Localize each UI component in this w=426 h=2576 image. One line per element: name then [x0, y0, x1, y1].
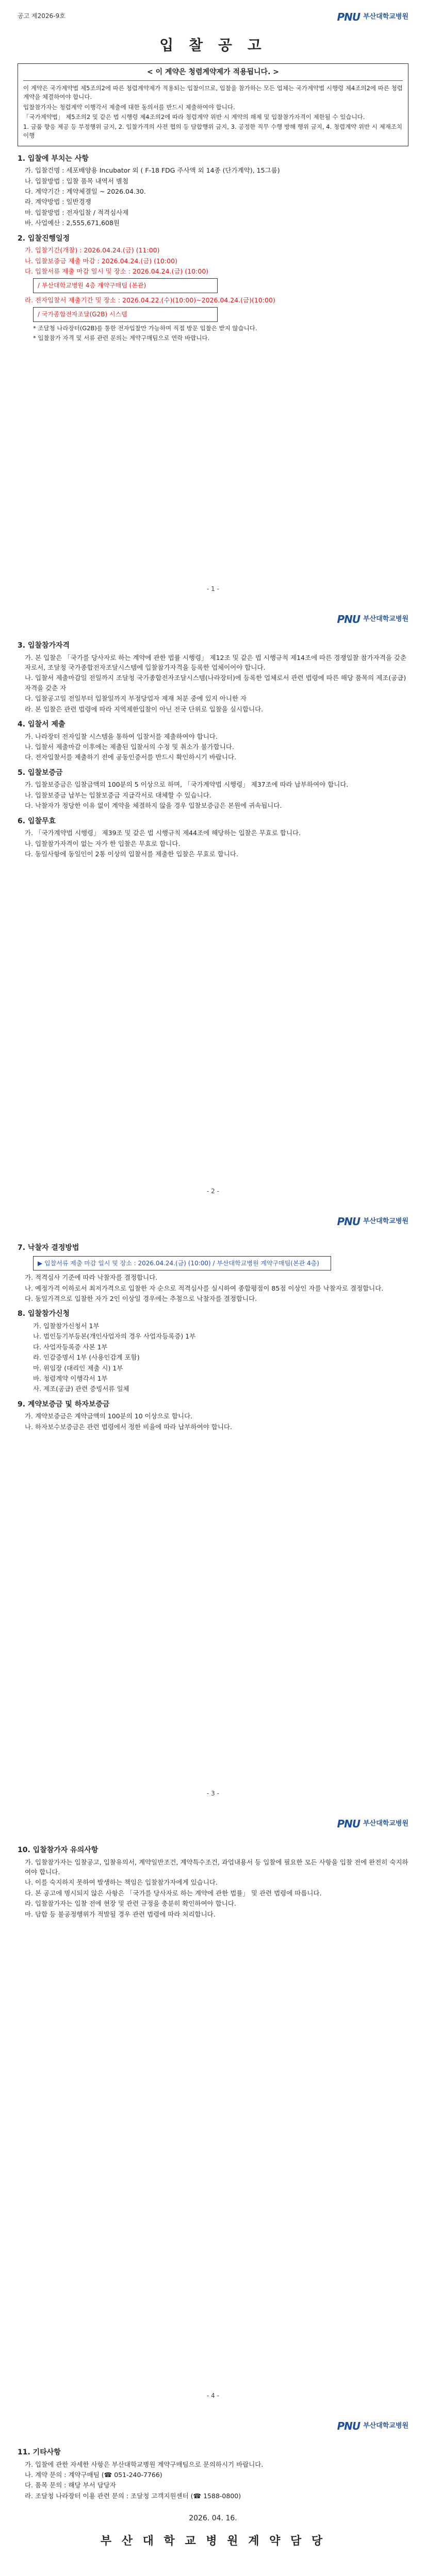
deadline-box: ▶ 입찰서류 제출 마감 일시 및 장소 : 2026.04.24.(금) (10:00) / 부산대학교병원 계약구매팀(본관 4층) — [33, 1256, 331, 1271]
page-header — [18, 1816, 408, 1840]
notice-line: 1. 금품 향응 제공 등 부정행위 금지, 2. 입찰가격의 사전 협의 등 담합행위 금지, 3. 공정한 직무 수행 방해 행위 금지, 4. 청렴계약 위반 시 제재조치 이행 — [23, 123, 403, 140]
section-item: 라. 본 입찰은 관련 법령에 따라 지역제한입찰이 아닌 전국 단위로 입찰을 실시합니다. — [25, 705, 264, 713]
section-heading: 9. 계약보증금 및 하자보증금 — [18, 1400, 110, 1409]
section-heading: 8. 입찰참가신청 — [18, 1310, 70, 1318]
section-heading: 7. 낙찰자 결정방법 — [18, 1244, 79, 1252]
section-item: 라. 계약방법 : 일반경쟁 — [25, 198, 91, 206]
page-number: - 3 - — [207, 1790, 219, 1798]
section-item: 다. 낙찰자가 정당한 이유 없이 계약을 체결하지 않을 경우 입찰보증금은 본원에 귀속됩니다. — [25, 802, 282, 810]
section-item: 나. 입찰서 제출마감일 전일까지 조달청 국가종합전자조달시스템(나라장터)에 등록한 업체로서 관련 법령에 따른 해당 품목의 제조(공급) 자격을 갖춘 자 — [25, 674, 406, 692]
page-5 — [0, 2409, 426, 2576]
page-4 — [0, 1807, 426, 2409]
schedule-note: * 조달청 나라장터(G2B)를 통한 전자입찰만 가능하며 직접 방문 입찰은 받지 않습니다. — [33, 324, 257, 332]
schedule-location-box: / 국가종합전자조달(G2B) 시스템 — [33, 307, 218, 322]
page-number: - 1 - — [207, 585, 219, 593]
section-heading: 2. 입찰진행일정 — [18, 234, 70, 243]
section-item: 바. 사업예산 : 2,555,671,608원 — [25, 219, 120, 227]
page-title: 입 찰 공 고 — [159, 37, 267, 54]
page-3 — [0, 1205, 426, 1807]
page-header — [18, 9, 408, 33]
section-item: 라. 입찰참가자는 입찰 전에 현장 및 관련 규정을 충분히 확인하여야 합니다. — [25, 1900, 236, 1908]
document-item: 라. 인감증명서 1부 (사용인감계 포함) — [33, 1353, 140, 1362]
section-item: 가. 계약보증금은 계약금액의 100분의 10 이상으로 합니다. — [25, 1412, 193, 1420]
section-item: 가. 입찰에 관한 자세한 사항은 부산대학교병원 계약구매팀으로 문의하시기 바랍니다. — [25, 2460, 264, 2468]
logo-text: 부산대학교병원 — [363, 1217, 408, 1226]
document-item: 마. 위임장 (대리인 제출 시) 1부 — [33, 1364, 123, 1372]
section-item: 나. 입찰방법 : 입찰 품목 내역서 별첨 — [25, 177, 129, 185]
document-item: 가. 입찰참가신청서 1부 — [33, 1322, 100, 1330]
section-item: 나. 계약 문의 : 계약구매팀 (☎ 051-240-7766) — [25, 2471, 162, 2479]
schedule-note: * 입찰참가 자격 및 서류 관련 문의는 계약구매팀으로 연락 바랍니다. — [33, 334, 210, 342]
section-item: 나. 입찰보증금 납부는 입찰보증금 지급각서로 대체할 수 있습니다. — [25, 791, 211, 799]
document-item: 다. 사업자등록증 사본 1부 — [33, 1343, 108, 1351]
section-heading: 11. 기타사항 — [18, 2448, 61, 2456]
section-item: 마. 입찰방법 : 전자입찰 / 적격심사제 — [25, 208, 129, 216]
section-item: 다. 품목 문의 : 해당 부서 담당자 — [25, 2481, 116, 2489]
announcement-date: 2026. 04. 16. — [189, 2514, 237, 2523]
section-item: 다. 동일가격으로 입찰한 자가 2인 이상일 경우에는 추첨으로 낙찰자를 결정합니다. — [25, 1295, 257, 1303]
hospital-logo — [337, 1816, 408, 1832]
section-item: 가. 입찰건명 : 세포배양용 Incubator 외 ( F-18 FDG 주사액 외 14종 (단가계약), 15그룹) — [25, 166, 280, 175]
section-item: 라. 조달청 나라장터 이용 관련 문의 : 조달청 고객지원센터 (☎ 1588-0800) — [25, 2492, 241, 2500]
notice-line: 입찰참가자는 청렴계약 이행각서 제출에 대한 동의서를 반드시 제출하여야 합니다. — [23, 103, 235, 111]
section-item: 나. 입찰서 제출마감 이후에는 제출된 입찰서의 수정 및 취소가 불가합니다. — [25, 743, 234, 751]
schedule-item: 라. 전자입찰서 제출기간 및 장소 : 2026.04.22.(수)(10:00)~2026.04.24.(금)(10:00) — [25, 296, 275, 304]
section-item: 다. 입찰공고일 전일부터 입찰일까지 부정당업자 제재 처분 중에 있지 아니한 자 — [25, 694, 247, 703]
section-item: 가. 나라장터 전자입찰 시스템을 통하여 입찰서를 제출하여야 합니다. — [25, 732, 218, 740]
notice-line: 「국가계약법」 제5조의2 및 같은 법 시행령 제4조의2에 따라 청렴계약 위반 시 계약의 해제 및 입찰참가자격이 제한될 수 있습니다. — [23, 113, 365, 121]
integrity-notice-box — [18, 63, 408, 146]
section-item: 가. 적격심사 기준에 따라 낙찰자를 결정합니다. — [25, 1274, 158, 1282]
hospital-logo — [337, 612, 408, 628]
section-item: 마. 담합 등 불공정행위가 적발될 경우 관련 법령에 따라 처리합니다. — [25, 1910, 216, 1918]
schedule-item: 가. 입찰기간(개찰) : 2026.04.24.(금) (11:00) — [25, 246, 160, 255]
hospital-logo — [337, 9, 408, 25]
section-item: 가. 본 입찰은 「국가를 당사자로 하는 계약에 관한 법률 시행령」 제12조 및 같은 법 시행규칙 제14조에 따른 경쟁입찰 참가자격을 갖춘 자로서, 조달청 국가종합전자조달시스템에 입찰참가자격을 등록한 업체이어야 합니다. — [25, 653, 407, 672]
section-heading: 3. 입찰참가자격 — [18, 641, 70, 650]
section-item: 나. 이를 숙지하지 못하여 발생하는 책임은 입찰참가자에게 있습니다. — [25, 1878, 218, 1887]
page-header — [18, 2418, 408, 2442]
page-2 — [0, 602, 426, 1205]
page-number: - 4 - — [207, 2392, 219, 2400]
logo-mark: PNU — [337, 1215, 361, 1228]
section-item: 다. 계약기간 : 계약체결일 ~ 2026.04.30. — [25, 188, 146, 196]
section-item: 가. 입찰보증금은 입찰금액의 100분의 5 이상으로 하며, 「국가계약법 시행령」 제37조에 따라 납부하여야 합니다. — [25, 781, 349, 789]
page-1 — [0, 0, 426, 602]
logo-text: 부산대학교병원 — [363, 1820, 408, 1828]
section-item: 가. 「국가계약법 시행령」 제39조 및 같은 법 시행규칙 제44조에 해당하는 입찰은 무효로 합니다. — [25, 829, 301, 837]
notice-line: 이 계약은 국가계약법 제5조의2에 따른 청렴계약제가 적용되는 입찰이므로, 입찰을 참가하는 모든 업체는 국가계약법 시행령 제4조의2에 따른 청렴계약을 체결하여야 합니다. — [23, 84, 403, 101]
page-header — [18, 612, 408, 635]
issuing-organization: 부 산 대 학 교 병 원 계 약 담 당 — [100, 2534, 326, 2548]
section-heading: 10. 입찰참가자 유의사항 — [18, 1846, 99, 1854]
section-heading: 5. 입찰보증금 — [18, 768, 63, 777]
document-item: 나. 법인등기부등본(개인사업자의 경우 사업자등록증) 1부 — [33, 1332, 196, 1341]
logo-text: 부산대학교병원 — [363, 2422, 408, 2430]
section-item: 다. 전자입찰서를 제출하기 전에 공동인증서를 반드시 확인하시기 바랍니다. — [25, 753, 237, 761]
logo-mark: PNU — [337, 2420, 361, 2432]
schedule-location-box: / 부산대학교병원 4층 계약구매팀 (본관) — [33, 278, 218, 293]
hospital-logo — [337, 2418, 408, 2434]
section-item: 다. 본 공고에 명시되지 않은 사항은 「국가를 당사자로 하는 계약에 관한 법률」 및 관련 법령에 따릅니다. — [25, 1889, 322, 1897]
schedule-item: 다. 입찰서류 제출 마감 일시 및 장소 : 2026.04.24.(금) (10:00) — [25, 267, 209, 275]
document-item: 바. 청렴계약 이행각서 1부 — [33, 1374, 108, 1382]
hospital-logo — [337, 1214, 408, 1230]
section-item: 가. 입찰참가자는 입찰공고, 입찰유의서, 계약일반조건, 계약특수조건, 과업내용서 등 입찰에 필요한 모든 사항을 입찰 전에 완전히 숙지하여야 합니다. — [25, 1858, 408, 1876]
logo-mark: PNU — [337, 613, 361, 625]
section-item: 나. 입찰참가자격이 없는 자가 한 입찰은 무효로 합니다. — [25, 839, 181, 848]
logo-mark: PNU — [337, 1818, 361, 1830]
page-number: - 2 - — [207, 1188, 219, 1195]
section-heading: 1. 입찰에 부치는 사항 — [18, 154, 89, 163]
section-heading: 6. 입찰무효 — [18, 817, 56, 825]
logo-text: 부산대학교병원 — [363, 13, 408, 21]
document-item: 사. 제조(공급) 관련 증빙서류 일체 — [33, 1385, 129, 1393]
logo-text: 부산대학교병원 — [363, 615, 408, 623]
section-item: 나. 하자보수보증금은 관련 법령에서 정한 비율에 따라 납부하여야 합니다. — [25, 1422, 232, 1431]
schedule-item: 나. 입찰보증금 제출 마감 : 2026.04.24.(금) (10:00) — [25, 257, 177, 265]
logo-mark: PNU — [337, 11, 361, 23]
notice-head: < 이 계약은 청렴계약제가 적용됩니다. > — [23, 67, 403, 81]
section-item: 다. 동일사항에 동일인이 2통 이상의 입찰서를 제출한 입찰은 무효로 합니다. — [25, 850, 238, 858]
page-header — [18, 1214, 408, 1238]
section-item: 나. 예정가격 이하로서 최저가격으로 입찰한 자 순으로 적격심사를 실시하여 종합평점이 85점 이상인 자를 낙찰자로 결정합니다. — [25, 1284, 384, 1292]
doc-number: 공고 제2026-9호 — [18, 12, 65, 20]
section-heading: 4. 입찰서 제출 — [18, 720, 65, 728]
